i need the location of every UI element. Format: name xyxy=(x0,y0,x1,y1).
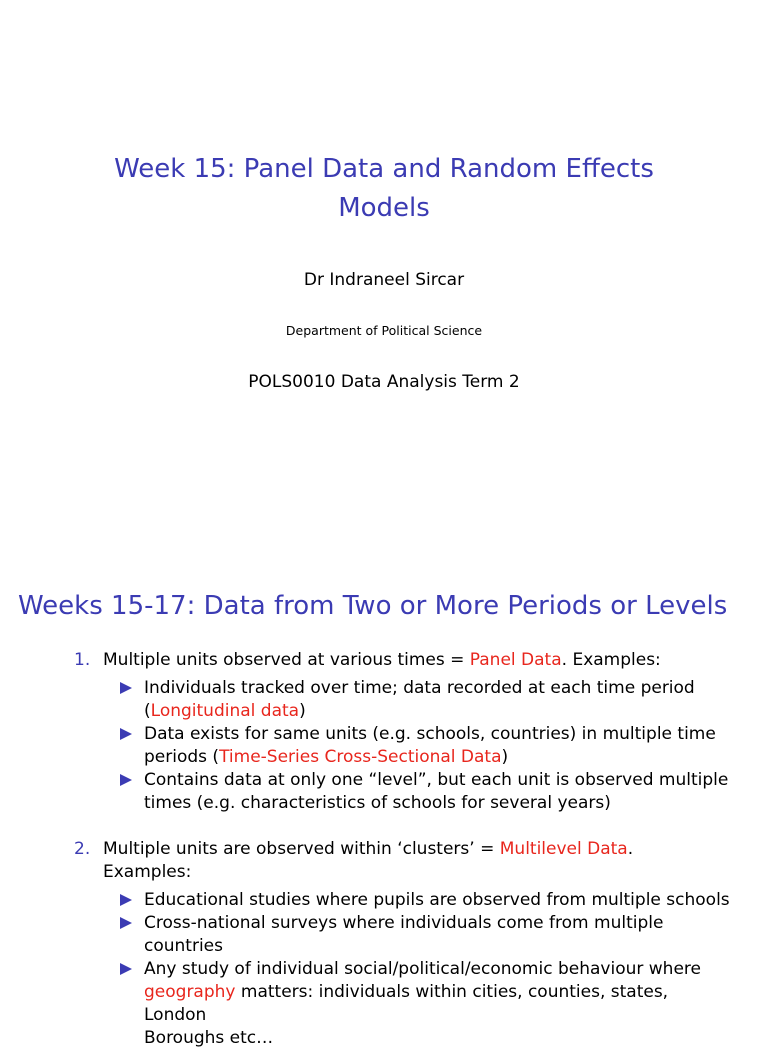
sub-item-text xyxy=(144,769,734,815)
sub-item-text xyxy=(144,889,734,912)
presentation-title xyxy=(0,150,768,228)
sub-item-line xyxy=(144,746,734,769)
sub-item-text xyxy=(144,912,734,958)
author-name: Dr Indraneel Sircar xyxy=(303,270,465,290)
item-text xyxy=(103,838,733,884)
item-text-before: Multiple units are observed within ‘clusters’ = xyxy=(103,839,500,859)
item-line: Examples: xyxy=(103,862,192,882)
sub-item-line: times (e.g. characteristics of schools for several years) xyxy=(144,793,611,813)
sub-item-text xyxy=(144,677,734,723)
triangle-bullet-icon xyxy=(119,962,133,976)
item-highlight: Multilevel Data xyxy=(499,839,628,859)
sub-item-line: Boroughs etc… xyxy=(144,1028,274,1048)
slide-title: Weeks 15-17: Data from Two or More Periods or Levels xyxy=(18,591,728,621)
sub-item-text xyxy=(144,723,734,769)
text-fragment: periods ( xyxy=(144,747,220,767)
item-number: 2. xyxy=(74,839,91,859)
triangle-bullet-icon xyxy=(119,773,133,787)
text-fragment: ) xyxy=(299,701,306,721)
sub-item-line xyxy=(144,981,734,1027)
title-line-2: Models xyxy=(338,193,430,223)
sub-item-line xyxy=(144,700,734,723)
highlight-longitudinal: Longitudinal data xyxy=(150,701,300,721)
triangle-bullet-icon xyxy=(119,681,133,695)
item-text xyxy=(103,649,733,672)
triangle-bullet-icon xyxy=(119,893,133,907)
title-line-1: Week 15: Panel Data and Random Effects xyxy=(114,154,654,184)
text-fragment: ( xyxy=(144,701,151,721)
sub-item-line: Contains data at only one “level”, but each unit is observed multiple xyxy=(144,770,729,790)
sub-item-line: Individuals tracked over time; data recorded at each time period xyxy=(144,678,695,698)
item-number: 1. xyxy=(74,650,91,670)
text-fragment: ) xyxy=(501,747,509,767)
sub-item-line: Cross-national surveys where individuals come from multiple xyxy=(144,913,664,933)
triangle-bullet-icon xyxy=(119,727,133,741)
highlight-tscs: Time-Series Cross-Sectional Data xyxy=(219,747,502,767)
sub-item-text xyxy=(144,958,734,1050)
sub-item-line: Any study of individual social/political/economic behaviour where xyxy=(144,959,701,979)
highlight-geography: geography xyxy=(144,982,236,1002)
sub-item-line: countries xyxy=(144,936,223,956)
item-line xyxy=(103,838,733,861)
item-text-before: Multiple units observed at various times = xyxy=(103,650,470,670)
item-text-after: . xyxy=(627,839,634,859)
course-name: POLS0010 Data Analysis Term 2 xyxy=(248,372,520,392)
triangle-bullet-icon xyxy=(119,916,133,930)
sub-item-line: Data exists for same units (e.g. schools, countries) in multiple time xyxy=(144,724,716,744)
content-slide xyxy=(0,565,768,1048)
sub-item-line: Educational studies where pupils are observed from multiple schools xyxy=(144,890,730,910)
institute-name: Department of Political Science xyxy=(285,323,483,338)
text-fragment: matters: individuals within cities, counties, states, London xyxy=(144,982,669,1025)
item-highlight: Panel Data xyxy=(469,650,562,670)
item-text-after: . Examples: xyxy=(561,650,661,670)
